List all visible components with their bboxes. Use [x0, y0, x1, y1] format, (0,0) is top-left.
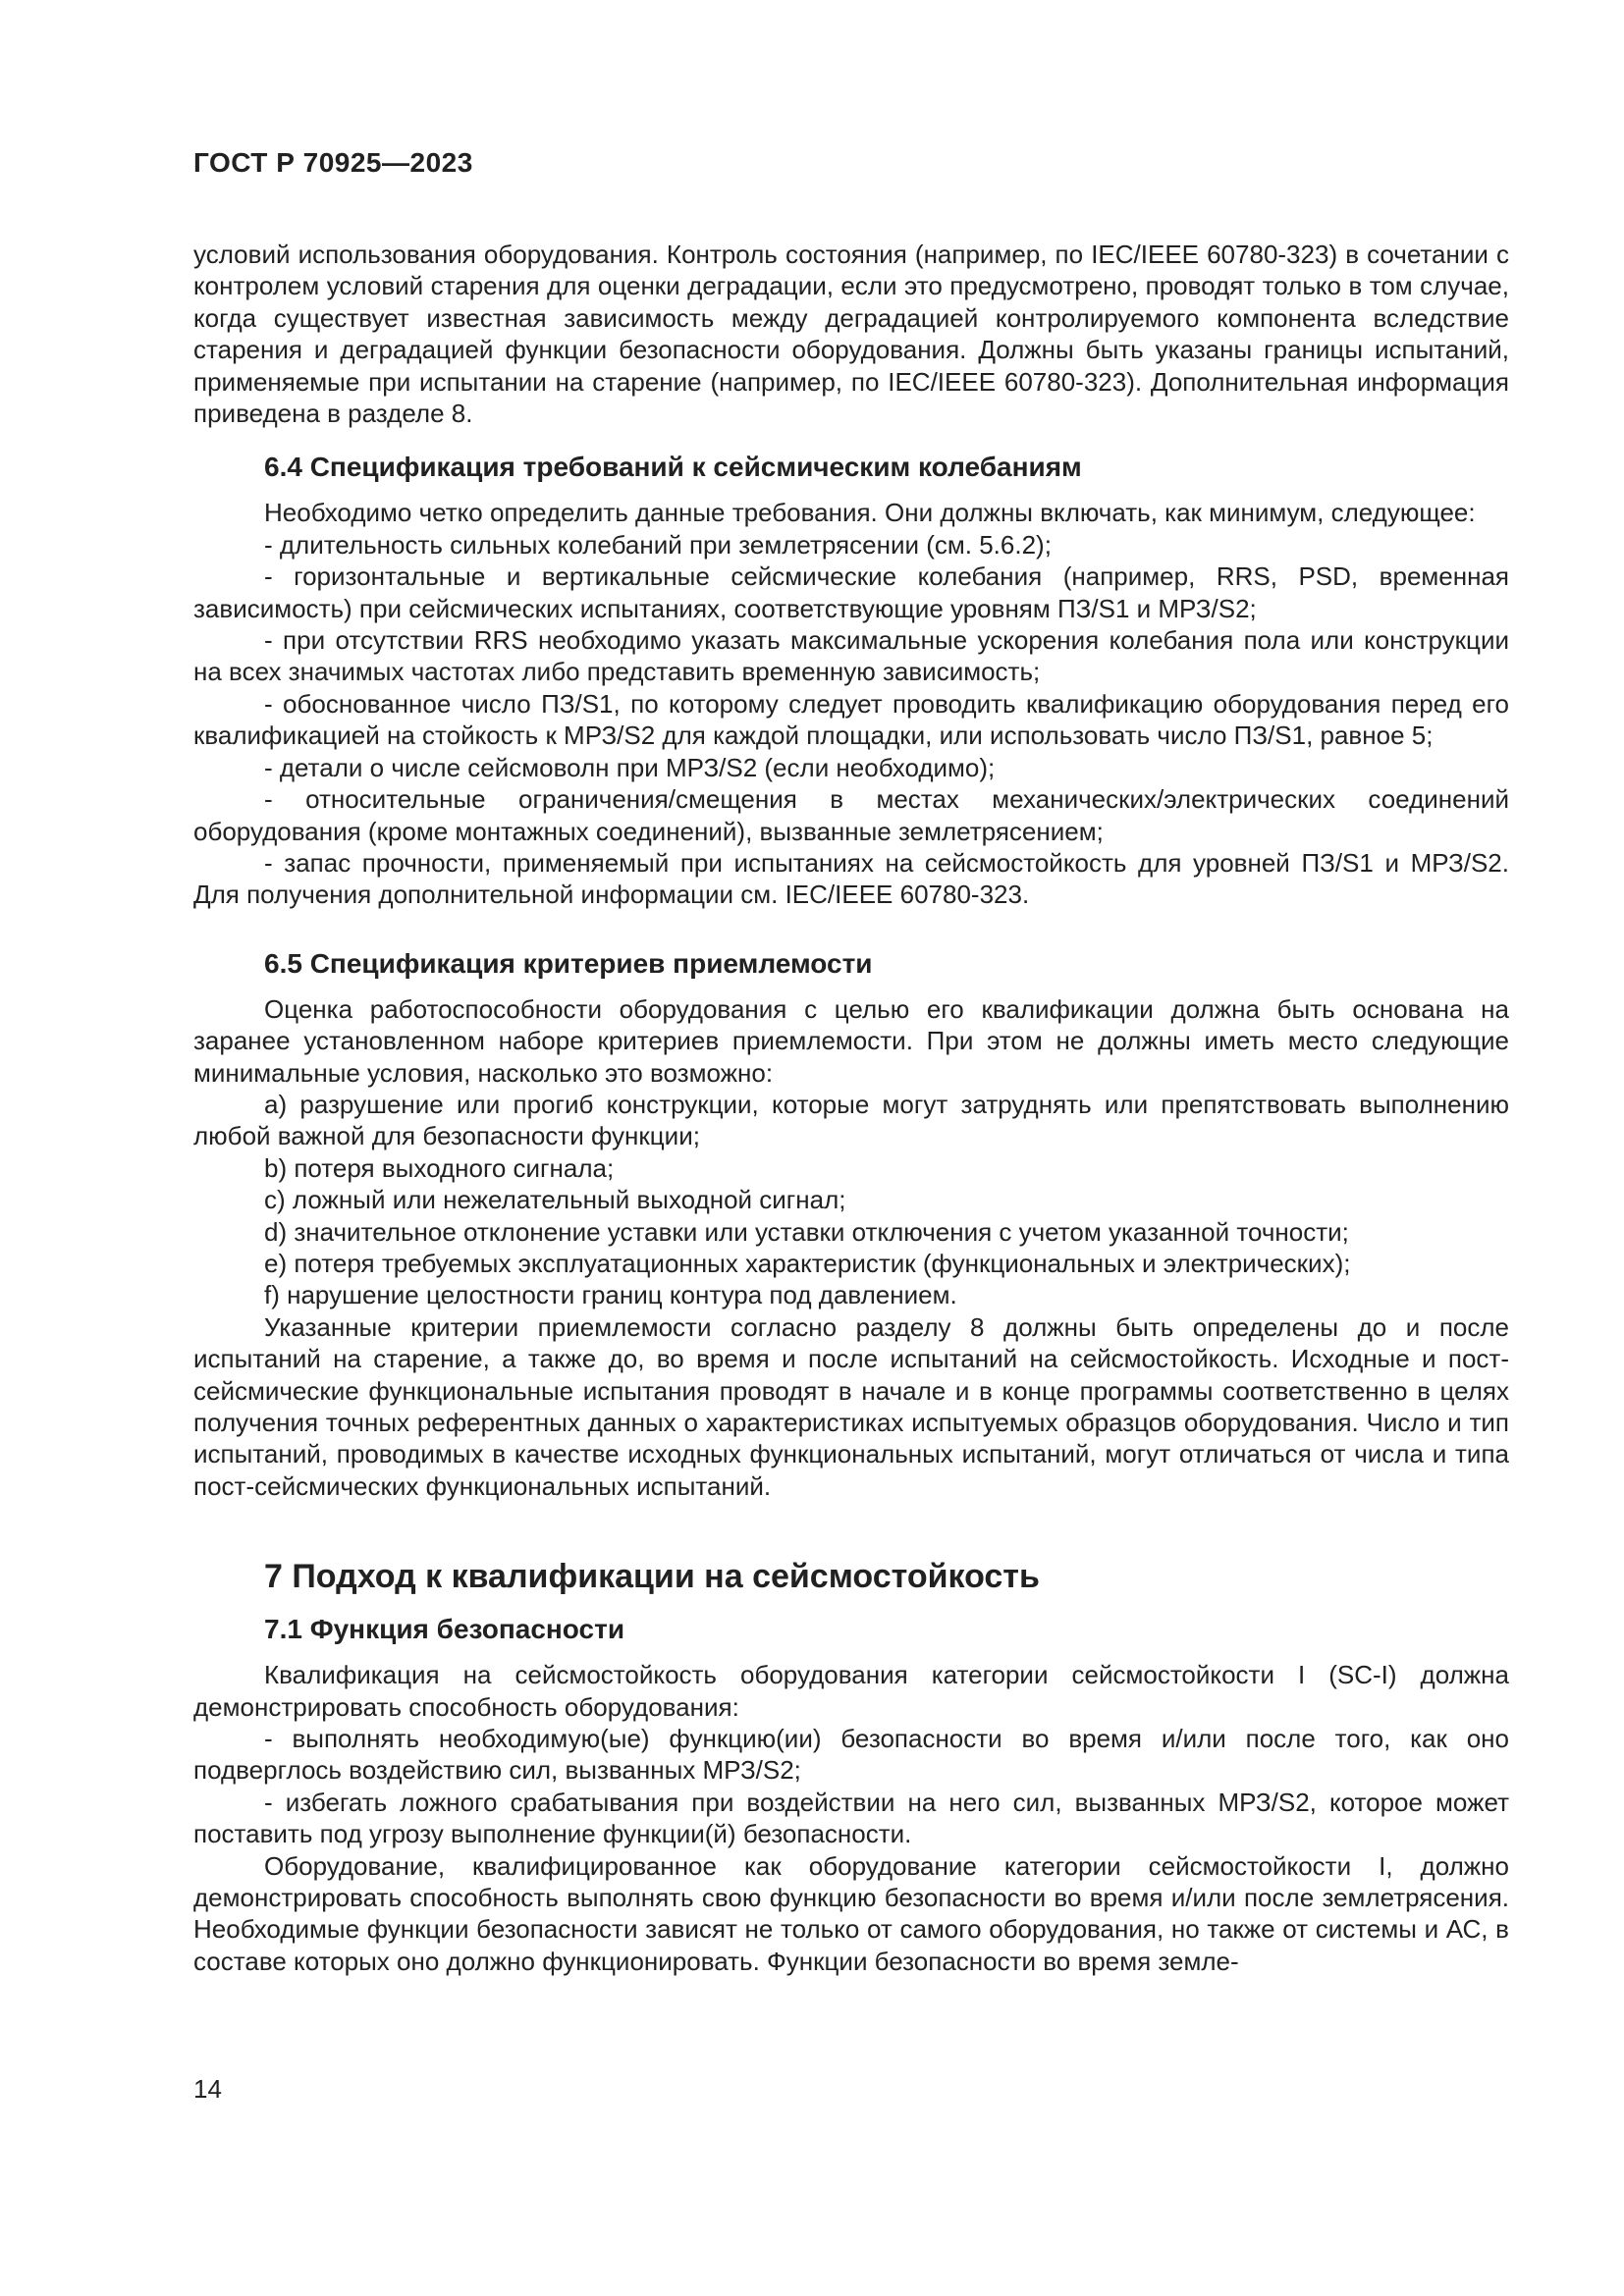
- paragraph: Квалификация на сейсмостойкость оборудования категории сейсмостойкости I (SC-I) должна демонстрировать способность оборудования:: [193, 1660, 1509, 1722]
- section-heading-7-1: 7.1 Функция безопасности: [264, 1614, 625, 1645]
- list-item: c) ложный или нежелательный выходной сигнал;: [264, 1185, 846, 1215]
- chapter-heading-7: 7 Подход к квалификации на сейсмостойкость: [264, 1558, 1040, 1596]
- paragraph: Оборудование, квалифицированное как оборудование категории сейсмостойкости I, должно демонстрировать способность выполнять свою функцию безопасности во время и/или после землетрясения. Необходимые функции безопасности зависят не только от самого оборудования, но также от системы и АС, в составе которых оно должно функционировать. Функции безопасности во время земле-: [193, 1850, 1509, 1976]
- list-item: - запас прочности, применяемый при испытаниях на сейсмостойкость для уровней ПЗ/S1 и МРЗ/S2. Для получения дополнительной информации см. IEC/IEEE 60780-323.: [193, 847, 1509, 910]
- list-item: - относительные ограничения/смещения в местах механических/электрических соединений оборудования (кроме монтажных соединений), вызванные землетрясением;: [193, 784, 1509, 846]
- list-item: f) нарушение целостности границ контура под давлением.: [264, 1280, 957, 1310]
- doc-number-header: ГОСТ Р 70925—2023: [193, 147, 473, 178]
- list-item: - длительность сильных колебаний при землетрясении (см. 5.6.2);: [264, 529, 1052, 560]
- page-content: [193, 149, 1509, 1977]
- page-number: 14: [193, 2074, 222, 2104]
- list-item: - избегать ложного срабатывания при воздействии на него сил, вызванных МРЗ/S2, которое может поставить под угрозу выполнение функции(й) безопасности.: [193, 1787, 1509, 1849]
- list-item: d) значительное отклонение уставки или уставки отключения с учетом указанной точности;: [264, 1216, 1349, 1247]
- section-heading-6-4: 6.4 Спецификация требований к сейсмическим колебаниям: [264, 452, 1082, 483]
- list-item: - детали о числе сейсмоволн при МРЗ/S2 (если необходимо);: [264, 752, 996, 782]
- list-item: a) разрушение или прогиб конструкции, которые могут затруднять или препятствовать выполнению любой важной для безопасности функции;: [193, 1089, 1509, 1151]
- paragraph: Указанные критерии приемлемости согласно разделу 8 должны быть определены до и после испытаний на старение, а также до, во время и после испытаний на сейсмостойкость. Исходные и пост-сейсмические функциональные испытания проводят в начале и в конце программы соответственно в целях получения точных референтных данных о характеристиках испытуемых образцов оборудования. Число и тип испытаний, проводимых в качестве исходных функциональных испытаний, могут отличаться от числа и типа пост-сейсмических функциональных испытаний.: [193, 1311, 1509, 1501]
- list-item: - выполнять необходимую(ые) функцию(ии) безопасности во время и/или после того, как оно подверглось воздействию сил, вызванных МРЗ/S2;: [193, 1724, 1509, 1786]
- list-item: - горизонтальные и вертикальные сейсмические колебания (например, RRS, PSD, временная зависимость) при сейсмических испытаниях, соответствующие уровням ПЗ/S1 и МРЗ/S2;: [193, 561, 1509, 623]
- list-item: - обоснованное число ПЗ/S1, по которому следует проводить квалификацию оборудования перед его квалификацией на стойкость к МРЗ/S2 для каждой площадки, или использовать число ПЗ/S1, равное 5;: [193, 688, 1509, 751]
- list-item: - при отсутствии RRS необходимо указать максимальные ускорения колебания пола или конструкции на всех значимых частотах либо представить временную зависимость;: [193, 625, 1509, 687]
- list-item: b) потеря выходного сигнала;: [264, 1152, 615, 1183]
- list-item: e) потеря требуемых эксплуатационных характеристик (функциональных и электрических);: [264, 1248, 1351, 1278]
- section-heading-6-5: 6.5 Спецификация критериев приемлемости: [264, 947, 873, 979]
- paragraph: Оценка работоспособности оборудования с целью его квалификации должна быть основана на заранее установленном наборе критериев приемлемости. При этом не должны иметь место следующие минимальные условия, насколько это возможно:: [193, 993, 1509, 1088]
- paragraph: Необходимо четко определить данные требования. Они должны включать, как минимум, следующее:: [264, 498, 1476, 528]
- paragraph: условий использования оборудования. Контроль состояния (например, по IEC/IEEE 60780-323) в сочетании с контролем условий старения для оценки деградации, если это предусмотрено, проводят только в том случае, когда существует известная зависимость между деградацией контролируемого компонента вследствие старения и деградацией функции безопасности оборудования. Должны быть указаны границы испытаний, применяемые при испытании на старение (например, по IEC/IEEE 60780-323). Дополнительная информация приведена в разделе 8.: [193, 240, 1509, 429]
